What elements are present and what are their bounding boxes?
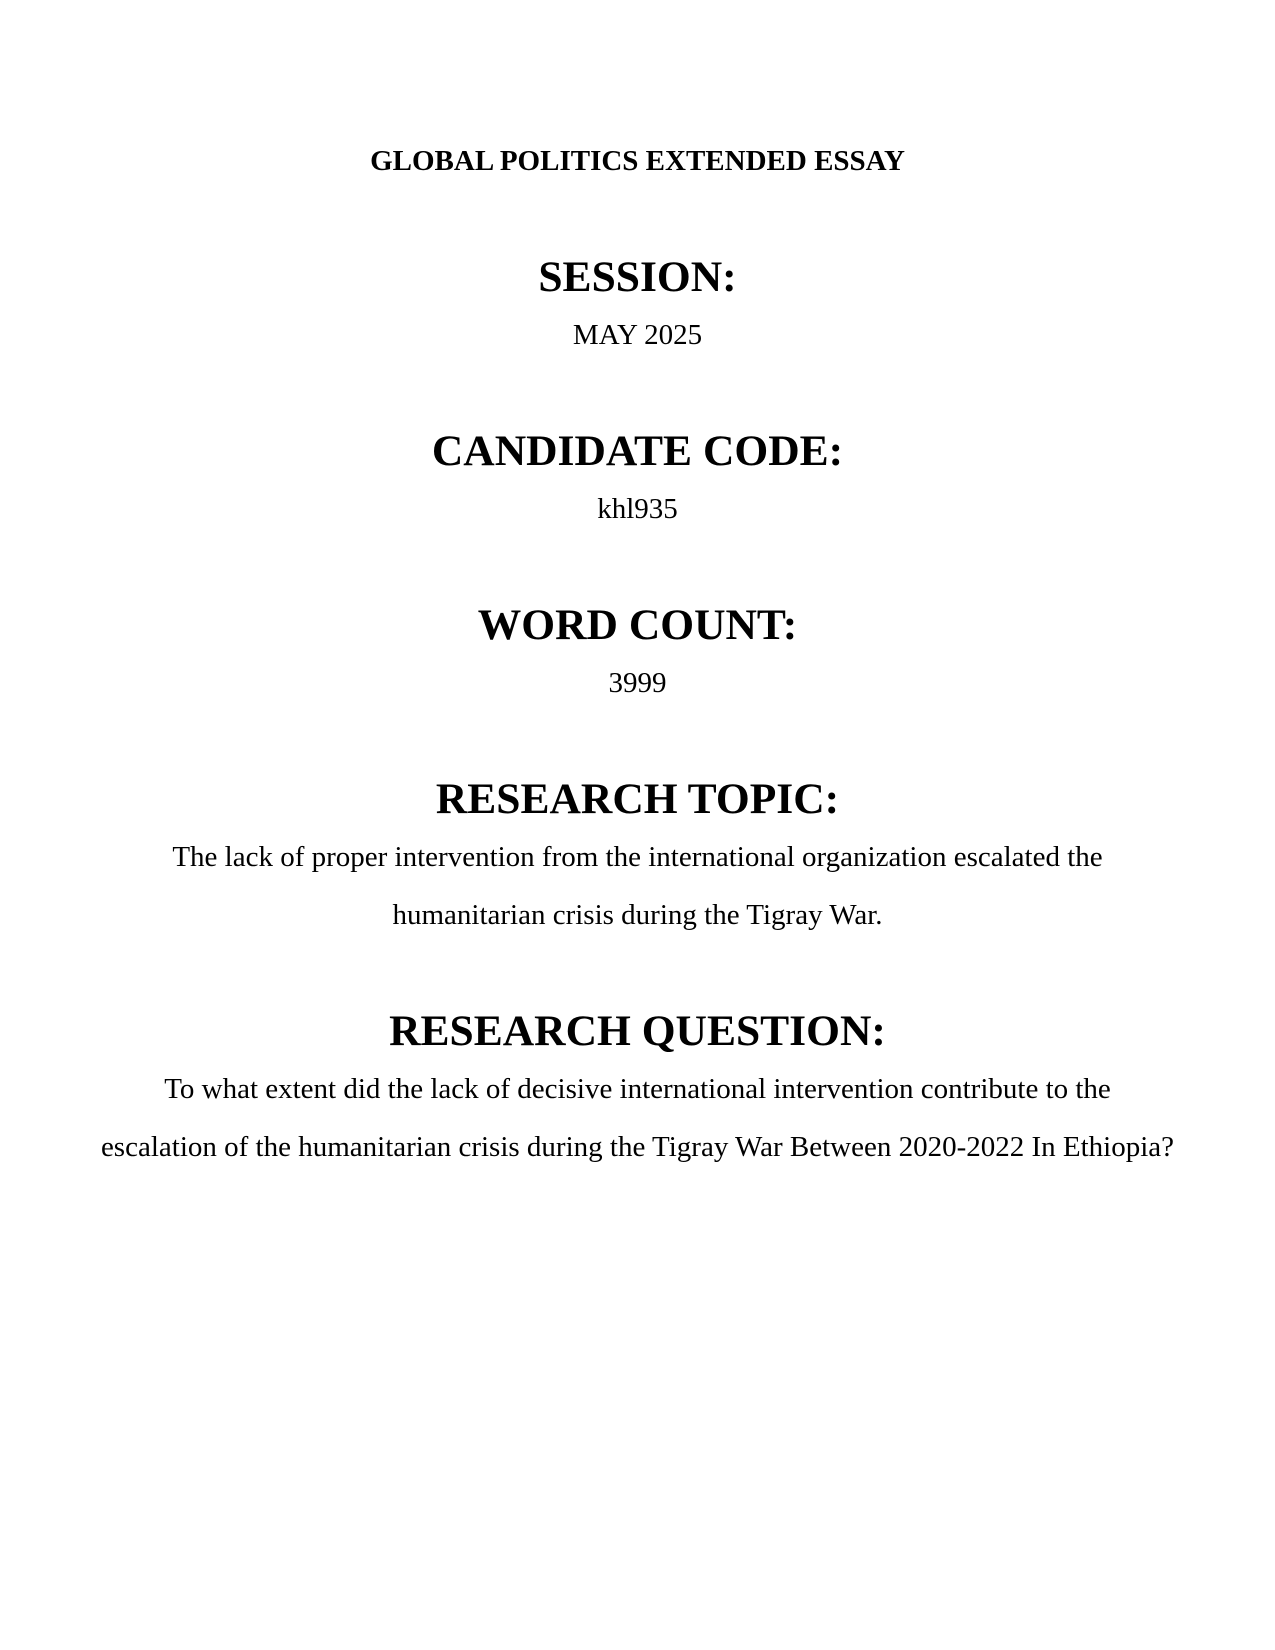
document-title: GLOBAL POLITICS EXTENDED ESSAY (370, 145, 905, 177)
section-word-count (0, 596, 1275, 712)
word-count-heading: WORD COUNT: (477, 601, 798, 649)
research-topic-line-1: The lack of proper intervention from the international organization escalated the (172, 841, 1103, 873)
research-topic-heading: RESEARCH TOPIC: (435, 775, 840, 823)
section-candidate-code (0, 422, 1275, 538)
candidate-code-value: khl935 (597, 493, 678, 525)
research-topic-line-2: humanitarian crisis during the Tigray War. (392, 899, 883, 931)
section-research-topic (0, 770, 1275, 944)
section-research-question (0, 1002, 1275, 1176)
research-question-line-1: To what extent did the lack of decisive international intervention contribute to the (164, 1073, 1111, 1105)
research-question-line-2: escalation of the humanitarian crisis during the Tigray War Between 2020-2022 In Ethiopia? (100, 1131, 1175, 1163)
research-question-heading: RESEARCH QUESTION: (389, 1007, 886, 1055)
word-count-value: 3999 (608, 667, 667, 699)
session-heading: SESSION: (538, 253, 737, 301)
session-value: MAY 2025 (572, 319, 703, 351)
candidate-code-heading: CANDIDATE CODE: (431, 427, 844, 475)
section-session (0, 248, 1275, 364)
